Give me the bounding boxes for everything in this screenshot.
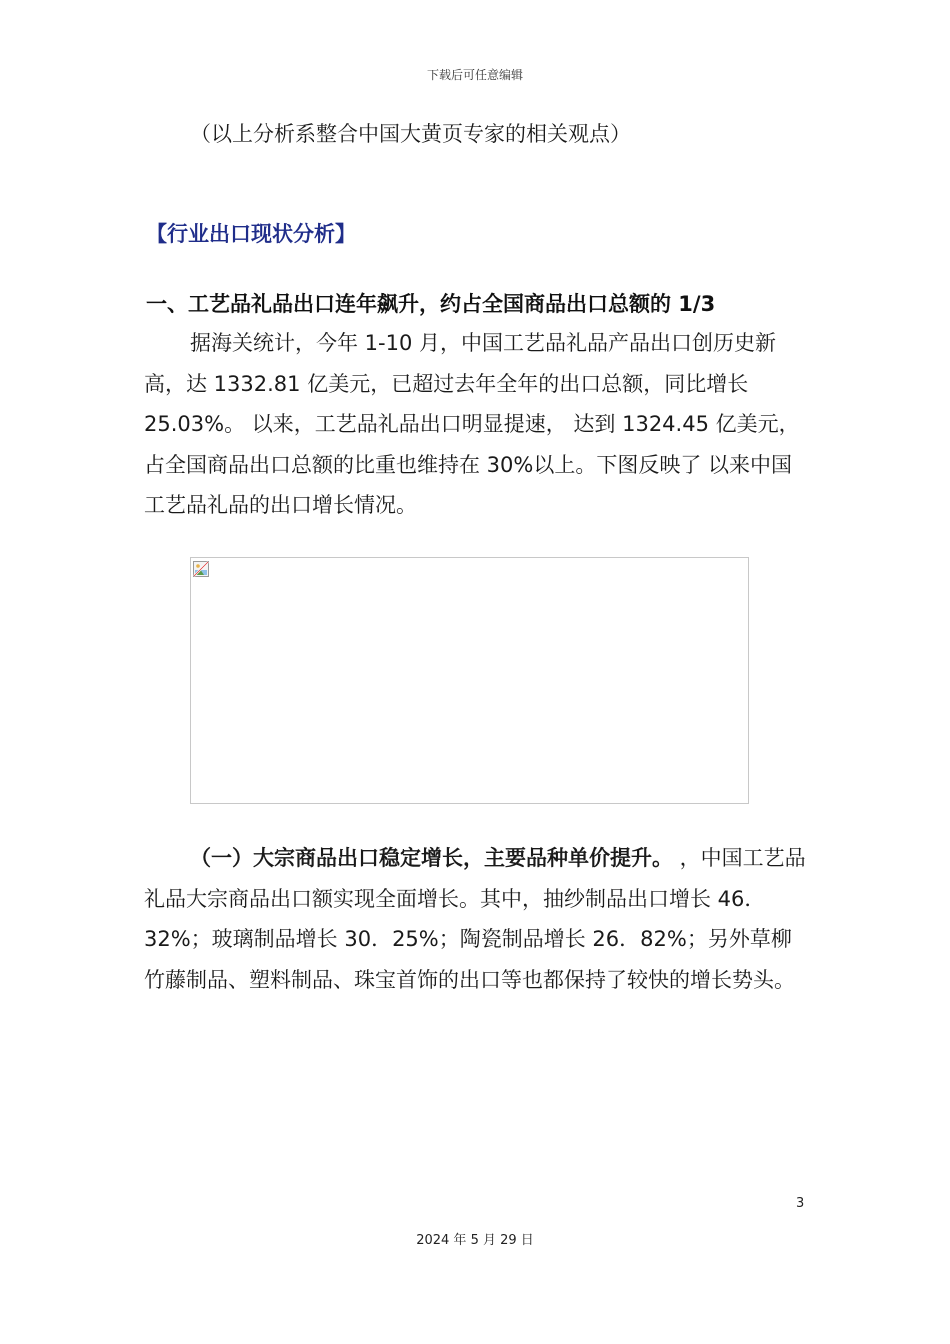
- page-header: 下载后可任意编辑: [426, 68, 523, 82]
- chart-image-placeholder: [190, 557, 749, 804]
- source-note: （以上分析系整合中国大黄页专家的相关观点）: [190, 122, 631, 146]
- paragraph-bulk-goods: [144, 838, 812, 1000]
- page-number: 3: [796, 1196, 805, 1211]
- page-footer-date: 2024 年 5 月 29 日: [416, 1233, 534, 1248]
- paragraph-bulk-goods-text: ，中国工艺品礼品大宗商品出口额实现全面增长。其中，抽纱制品出口增长 46．32%；玻璃制品增长 30．25%；陶瓷制品增长 26．82%；另外草柳竹藤制品、塑料制品、珠宝首饰的出口等也都保持了较快的增长势头。: [144, 846, 806, 992]
- paragraph-export-stats-text: 据海关统计，今年 1-10 月，中国工艺品礼品产品出口创历史新高，达 1332.81 亿美元，已超过去年全年的出口总额，同比增长 25.03%。 以来，工艺品礼品出口明显提速， 达到 1324.45 亿美元，占全国商品出口总额的比重也维持在 30%以上。下图反映了 以来中国工艺品礼品的出口增长情况。: [144, 331, 800, 517]
- heading-export-growth: 一、工艺品礼品出口连年飙升，约占全国商品出口总额的 1/3: [146, 292, 716, 316]
- section-title: 【行业出口现状分析】: [146, 222, 356, 246]
- paragraph-bulk-goods-heading: （一）大宗商品出口稳定增长，主要品种单价提升。: [190, 846, 673, 870]
- broken-image-icon: [193, 561, 209, 577]
- paragraph-export-stats: [144, 323, 812, 526]
